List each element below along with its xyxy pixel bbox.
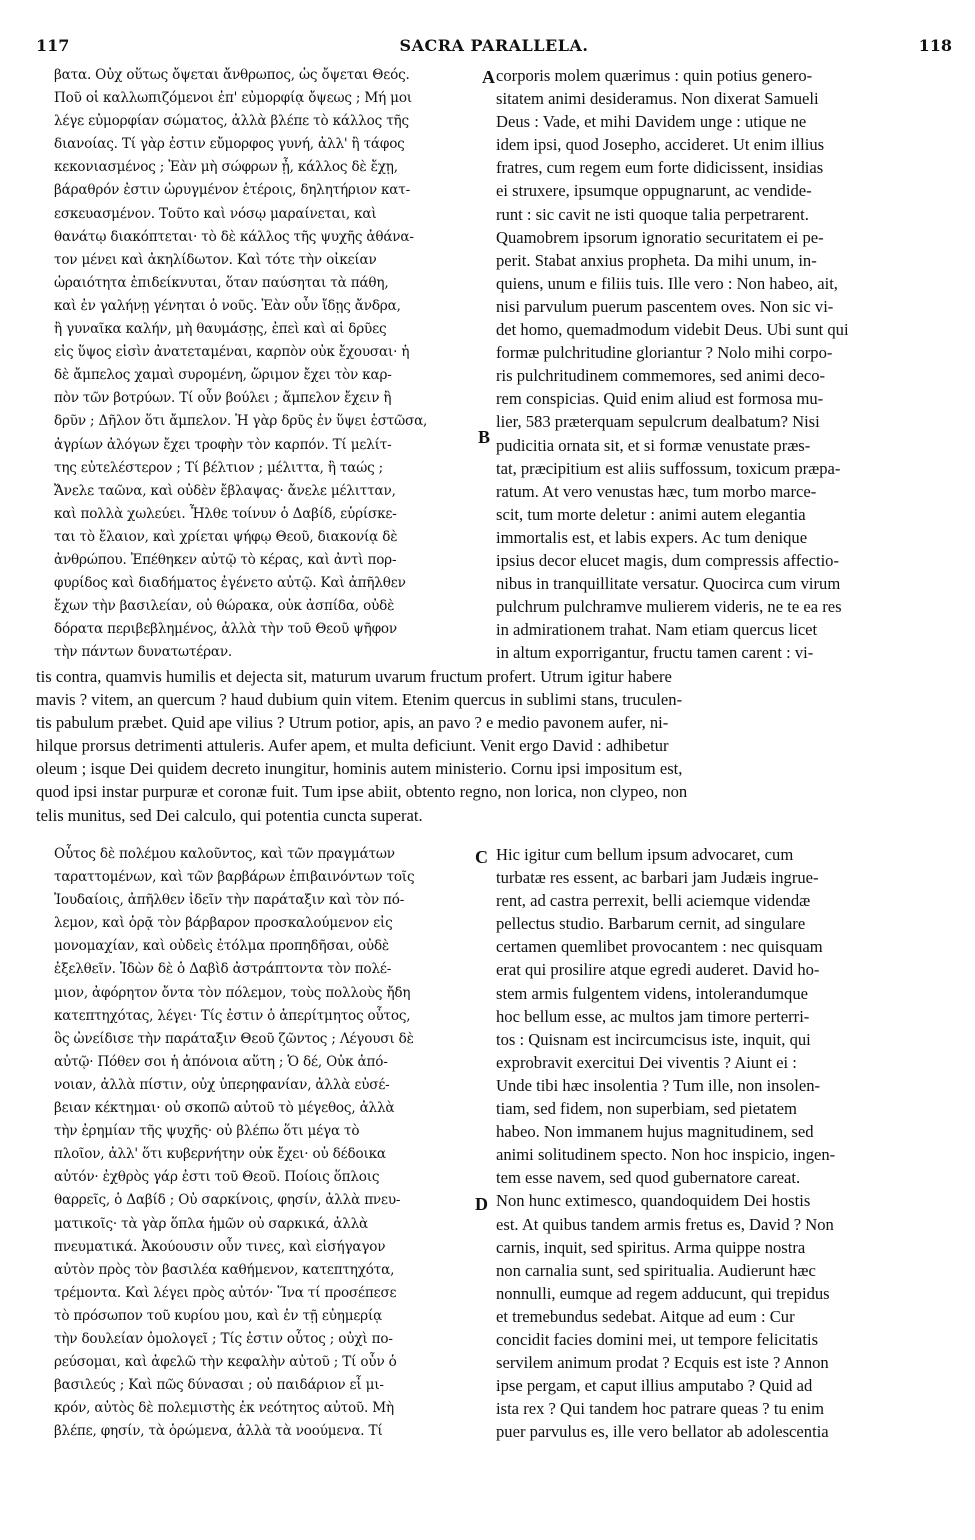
greek-text-line: τὴν δουλείαν ὁμολογεῖ ; Τίς ἐστιν οὗτος ; οὐχὶ πο- <box>54 1330 393 1347</box>
greek-text-line: ἢ γυναῖκα καλήν, μὴ θαυμάσῃς, ἐπεὶ καὶ αἱ δρῦες <box>54 321 387 338</box>
latin-text-line: non carnalia sunt, sed spiritualia. Audierunt hæc <box>496 1260 816 1280</box>
latin-text-line: erat qui prosilire atque egredi auderet. David ho- <box>496 960 820 980</box>
latin-text-line: est. At quibus tandem armis fretus es, David ? Non <box>496 1214 834 1234</box>
greek-text-line: λέγε εὐμορφίαν σώματος, ἀλλὰ βλέπε τὸ κάλλος τῆς <box>54 113 409 130</box>
greek-text-line: μονομαχίαν, καὶ οὐδεὶς ἐτόλμα προπηδῆσαι, οὐδὲ <box>54 938 390 955</box>
greek-text-line: εσκευασμένον. Τοῦτο καὶ νόσῳ μαραίνεται, καὶ <box>54 205 377 222</box>
latin-text-line: hilque prorsus detrimenti attuleris. Aufer apem, et multa deficiunt. Venit ergo David : adhibetur <box>36 736 669 756</box>
running-title: SACRA PARALLELA. <box>399 36 589 55</box>
latin-full-width-block <box>36 665 952 827</box>
latin-text-line: ista rex ? Qui tandem hoc patrare queas ? tu enim <box>496 1399 825 1419</box>
greek-text-line: βάραθρόν ἐστιν ὠρυγμένον ἑτέροις, δηλητήριον κατ- <box>54 182 410 199</box>
latin-text-line: tem esse navem, sed quod gubernatore careat. <box>496 1168 801 1188</box>
margin-marker-a: A <box>482 67 495 87</box>
greek-text-line: βασιλεύς ; Καὶ πῶς δύνασαι ; οὐ παιδάριον εἶ μι- <box>54 1377 384 1394</box>
latin-text-line: perit. Stabat anxius propheta. Da mihi unum, in- <box>496 250 817 270</box>
latin-text-line: carnis, inquit, sed spiritus. Arma quippe nostra <box>496 1237 806 1257</box>
latin-text-line: hoc bellum esse, ac multos jam timore perterri- <box>496 1006 810 1026</box>
latin-text-line: Quamobrem ipsorum ignoratio securitatem ei pe- <box>496 227 824 247</box>
latin-text-line: idem ipsi, quod Josepho, accideret. Ut enim illius <box>496 135 825 155</box>
greek-text-line: ρεύσομαι, καὶ ἀφελῶ τὴν κεφαλὴν αὐτοῦ ; Τί οὖν ὁ <box>54 1354 397 1371</box>
greek-text-line: δρῦν ; Δῆλον ὅτι ἄμπελον. Ἡ γὰρ δρῦς ἐν ὕψει ἑστῶσα, <box>54 413 428 430</box>
latin-text-line: ris pulchritudinem commemores, sed animi deco- <box>496 366 826 386</box>
greek-text-line: θαρρεῖς, ὁ Δαβίδ ; Οὐ σαρκίνοις, φησίν, ἀλλὰ πνευ- <box>54 1192 401 1209</box>
latin-text-line: concidit facies domini mei, ut tempore felicitatis <box>496 1329 819 1349</box>
running-header <box>36 36 952 58</box>
latin-text-line: pulchrum pulchramve mulierem videris, ne te ea res <box>496 597 842 617</box>
latin-text-line: oleum ; isque Dei quidem decreto inungitur, hominis autem ministerio. Cornu ipsi impositum est, <box>36 759 683 779</box>
greek-text-line: ὃς ὠνείδισε τὴν παράταξιν Θεοῦ ζῶντος ; Λέγουσι δὲ <box>54 1030 414 1047</box>
latin-text-line: animi solitudinem specto. Non hoc inspicio, ingen- <box>496 1145 836 1165</box>
greek-text-line: καὶ ἐν γαλήνῃ γένηται ὁ νοῦς. Ἐὰν οὖν ἴδῃς ἄνδρα, <box>54 297 401 314</box>
margin-marker-b: B <box>478 427 491 447</box>
latin-text-line: tos : Quisnam est incircumcisus iste, inquit, qui <box>496 1029 811 1049</box>
latin-text-line: stem armis fulgentem videns, intolerandumque <box>496 983 808 1003</box>
greek-text-line: θανάτῳ διακόπτεται· τὸ δὲ κάλλος τῆς ψυχῆς ἀθάνα- <box>54 228 414 245</box>
latin-column-section-1 <box>496 64 936 664</box>
latin-text-line: Non hunc extimesco, quandoquidem Dei hostis <box>496 1191 811 1211</box>
latin-text-line: nisi parvulum puerum pascentem oves. Non sic vi- <box>496 296 834 316</box>
latin-text-line: rem conspicias. Quid enim aliud est formosa mu- <box>496 389 824 409</box>
greek-text-line: ματικοῖς· τὰ γὰρ ὅπλα ἡμῶν οὐ σαρκικά, ἀλλὰ <box>54 1215 369 1232</box>
latin-column-section-2 <box>496 843 936 1443</box>
latin-text-line: nibus in tranquillitate versatur. Quocirca cum virum <box>496 574 841 594</box>
greek-text-line: Ποῦ οἱ καλλωπιζόμενοι ἐπ' εὐμορφίᾳ ὄψεως ; Μή μοι <box>54 90 412 107</box>
latin-text-line: sitatem animi desideramus. Non dixerat Samueli <box>496 89 819 109</box>
latin-text-line: certamen quemlibet provocantem : nec quisquam <box>496 937 823 957</box>
latin-text-line: in altum exporrigantur, fructu tamen carent : vi- <box>496 643 814 663</box>
latin-text-line: runt : sic cavit ne isti quoque talia perpetrarent. <box>496 204 809 224</box>
greek-text-line: ἀγρίων ἀλόγων ἔχει τροφὴν τὸν καρπόν. Τί μελίτ- <box>54 436 392 453</box>
greek-text-line: βλέπε, φησίν, τὰ ὁρώμενα, ἀλλὰ τὰ νοούμενα. Τί <box>54 1423 383 1440</box>
greek-text-line: δόρατα περιβεβλημένος, ἀλλὰ τὴν τοῦ Θεοῦ ψῆφον <box>54 621 397 638</box>
greek-text-line: ἀνθρώπου. Ἐπέθηκεν αὐτῷ τὸ κέρας, καὶ ἀντὶ πορ- <box>54 551 397 568</box>
latin-text-line: exprobravit exercitui Dei viventis ? Aiunt ei : <box>496 1052 797 1072</box>
latin-text-line: ratum. At vero venustas hæc, tum morbo marce- <box>496 481 817 501</box>
latin-text-line: tis contra, quamvis humilis et dejecta sit, maturum uvarum fructum profert. Utrum igitur habere <box>36 667 672 686</box>
latin-text-line: servilem animum prodat ? Ecquis est iste ? Annon <box>496 1353 829 1373</box>
greek-text-line: μιον, ἀφόρητον ὄντα τὸν πόλεμον, τοὺς πολλοὺς ἤδη <box>54 984 411 1001</box>
latin-text-line: rent, ad castra perrexit, belli aciemque videndæ <box>496 891 811 911</box>
page-number-left: 117 <box>36 36 70 55</box>
greek-text-line: κεκονιασμένος ; Ἐὰν μὴ σώφρων ᾖ, κάλλος δὲ ἔχῃ, <box>54 159 398 176</box>
greek-text-line: καὶ πολλὰ χωλεύει. Ἦλθε τοίνυν ὁ Δαβίδ, εὑρίσκε- <box>54 505 397 522</box>
latin-text-line: quiens, unum e filiis tuis. Ille vero : Non habeo, ait, <box>496 273 838 293</box>
latin-text-line: puer parvulus es, ille vero bellator ab adolescentia <box>496 1422 829 1442</box>
greek-text-line: Οὗτος δὲ πολέμου καλοῦντος, καὶ τῶν πραγμάτων <box>54 846 395 862</box>
latin-text-line: immortalis est, et labis expers. Ac tum denique <box>496 527 808 547</box>
latin-text-line: in admirationem trahat. Nam etiam quercus licet <box>496 620 818 640</box>
greek-text-line: δὲ ἄμπελος χαμαὶ συρομένη, ὥριμον ἔχει τὸν καρ- <box>54 367 392 384</box>
latin-text-line: turbatæ res essent, ac barbari jam Judæis ingrue- <box>496 868 819 888</box>
latin-text-line: ipse pergam, et caput illius amputabo ? Quid ad <box>496 1376 813 1396</box>
greek-text-line: βατα. Οὐχ οὕτως ὄψεται ἄνθρωπος, ὡς ὄψεται Θεός. <box>54 67 410 83</box>
greek-text-line: ὡραιότητα ἐπιδείκνυται, ὅταν παύσηται τὰ πάθη, <box>54 274 389 291</box>
greek-text-line: κατεπτηχότας, λέγει· Τίς ἐστιν ὁ ἀπερίτμητος οὗτος, <box>54 1007 411 1024</box>
latin-text-line: scit, tum morte deletur : animi autem elegantia <box>496 504 806 524</box>
greek-text-line: κρόν, αὐτὸς δὲ πολεμιστὴς ἐκ νεότητος αὐτοῦ. Μὴ <box>54 1400 394 1417</box>
latin-text-line: det homo, quemadmodum videbit Deus. Ubi sunt qui <box>496 320 849 340</box>
latin-text-line: corporis molem quærimus : quin potius genero- <box>496 66 813 85</box>
latin-text-line: ipsius decor elucet magis, dum compressis affectio- <box>496 550 839 570</box>
greek-text-line: Ἄνελε ταῶνα, καὶ οὐδὲν ἔβλαψας· ἄνελε μέλιτταν, <box>54 482 396 499</box>
latin-text-line: pudicitia ornata sit, et si formæ venustate præs- <box>496 435 811 455</box>
greek-text-line: Ἰουδαίοις, ἀπῆλθεν ἰδεῖν τὴν παράταξιν καὶ τὸν πό- <box>54 892 405 909</box>
greek-text-line: ται τὸ ἔλαιον, καὶ χρίεται ψήφῳ Θεοῦ, διακονίᾳ δὲ <box>54 528 398 545</box>
greek-text-line: πλοῖον, ἀλλ' ὅτι κυβερνήτην οὐκ ἔχει· οὐ δέδοικα <box>54 1146 386 1163</box>
greek-text-line: νοιαν, ἀλλὰ πίστιν, οὐχ ὑπερηφανίαν, ἀλλὰ εὐσέ- <box>54 1076 390 1093</box>
latin-text-line: tis pabulum præbet. Quid ape vilius ? Utrum potior, apis, an pavo ? e medio pavonem aufer, ni- <box>36 713 669 733</box>
margin-marker-d: D <box>475 1194 488 1214</box>
greek-text-line: ἐξελθεῖν. Ἰδὼν δὲ ὁ Δαβὶδ ἀστράπτοντα τὸν πολέ- <box>54 961 392 978</box>
greek-text-line: τον μένει καὶ ἀκηλίδωτον. Καὶ τότε τὴν οἰκείαν <box>54 251 377 268</box>
latin-text-line: Unde tibi hæc insolentia ? Tum ille, non insolen- <box>496 1075 821 1095</box>
greek-text-line: λεμον, καὶ ὁρᾷ τὸν βάρβαρον προσκαλούμενον εἰς <box>54 915 393 932</box>
greek-text-line: ταραττομένων, καὶ τῶν βαρβάρων ἐπιβαινόντων τοῖς <box>54 869 415 886</box>
latin-text-line: tiam, sed fidem, non superbiam, sed pietatem <box>496 1099 797 1119</box>
margin-marker-c: C <box>475 847 488 867</box>
greek-text-line: διανοίας. Τί γὰρ ἐστιν εὔμορφος γυνή, ἀλλ' ἢ τάφος <box>54 136 405 153</box>
latin-text-line: telis munitus, sed Dei calculo, qui potentia cuncta superat. <box>36 805 423 825</box>
greek-text-line: της εὐτελέστερον ; Τί βέλτιον ; μέλιττα, ἢ ταώς ; <box>54 459 384 476</box>
latin-text-line: nonnulli, eumque ad regem adducunt, qui trepidus <box>496 1283 830 1303</box>
latin-text-line: formæ pulchritudine gloriantur ? Nolo mihi corpo- <box>496 343 833 363</box>
greek-text-line: τρέμοντα. Καὶ λέγει πρὸς αὐτόν· Ἵνα τί προσέπεσε <box>54 1284 397 1301</box>
page-number-right: 118 <box>918 36 952 55</box>
latin-text-line: habeo. Non immanem hujus magnitudinem, sed <box>496 1122 814 1142</box>
greek-text-line: βειαν κέκτημαι· οὐ σκοπῶ αὐτοῦ τὸ μέγεθος, ἀλλὰ <box>54 1100 395 1117</box>
greek-text-line: αὐτὸν πρὸς τὸν βασιλέα καθήμενον, κατεπτηχότα, <box>54 1261 395 1278</box>
greek-text-line: εἰς ὕψος εἰσὶν ἀνατεταμέναι, καρπὸν οὐκ ἔχουσαι· ἡ <box>54 344 410 361</box>
greek-text-line: πὸν τῶν βοτρύων. Τί οὖν βούλει ; ἄμπελον ἔχειν ἢ <box>54 390 392 407</box>
latin-text-line: mavis ? vitem, an quercum ? haud dubium quin vitem. Etenim quercus in sublimi stans, truculen- <box>36 690 683 710</box>
latin-text-line: ei struxere, ipsumque oppugnarunt, ac vendide- <box>496 181 812 201</box>
greek-text-line: ἔχων τὴν βασιλείαν, οὐ θώρακα, οὐκ ἀσπίδα, οὐδὲ <box>54 598 395 615</box>
latin-text-line: Deus : Vade, et mihi Davidem unge : utique ne <box>496 112 807 132</box>
greek-text-line: τὴν ἐρημίαν τῆς ψυχῆς· οὐ βλέπω ὅτι μέγα τὸ <box>54 1123 360 1140</box>
latin-text-line: lier, 583 præterquam sepulcrum dealbatum? Nisi <box>496 412 820 432</box>
greek-text-line: αὐτόν· ἐχθρὸς γάρ ἐστι τοῦ Θεοῦ. Ποίοις ὅπλοις <box>54 1169 380 1186</box>
greek-text-line: φυρίδος καὶ διαδήματος ἐγένετο αὐτῷ. Καὶ ἀπῆλθεν <box>54 575 406 592</box>
latin-text-line: et tremebundus sedebat. Aitque ad eum : Cur <box>496 1306 795 1326</box>
latin-text-line: quod ipsi instar purpuræ et coronæ fuit. Tum ipse abiit, obtento regno, non lorica, non clypeo, non <box>36 782 688 802</box>
greek-text-line: τὴν πάντων δυνατωτέραν. <box>54 644 233 661</box>
greek-text-line: τὸ πρόσωπον τοῦ κυρίου μου, καὶ ἐν τῇ εὐημερίᾳ <box>54 1307 383 1324</box>
greek-column-section-1 <box>54 64 491 664</box>
latin-text-line: pellectus studio. Barbarum cernit, ad singulare <box>496 914 806 934</box>
latin-text-line: fratres, cum regem eum forte didicissent, insidias <box>496 158 824 178</box>
greek-text-line: αὐτῷ· Πόθεν σοι ἡ ἀπόνοια αὕτη ; Ὁ δέ, Οὐκ ἀπό- <box>54 1053 388 1070</box>
greek-column-section-2 <box>54 843 488 1443</box>
latin-text-line: Hic igitur cum bellum ipsum advocaret, cum <box>496 845 794 864</box>
latin-text-line: tat, præcipitium est aliis suffossum, toxicum præpa- <box>496 458 841 478</box>
greek-text-line: πνευματικά. Ἀκούουσιν οὖν τινες, καὶ εἰσήγαγον <box>54 1238 386 1255</box>
